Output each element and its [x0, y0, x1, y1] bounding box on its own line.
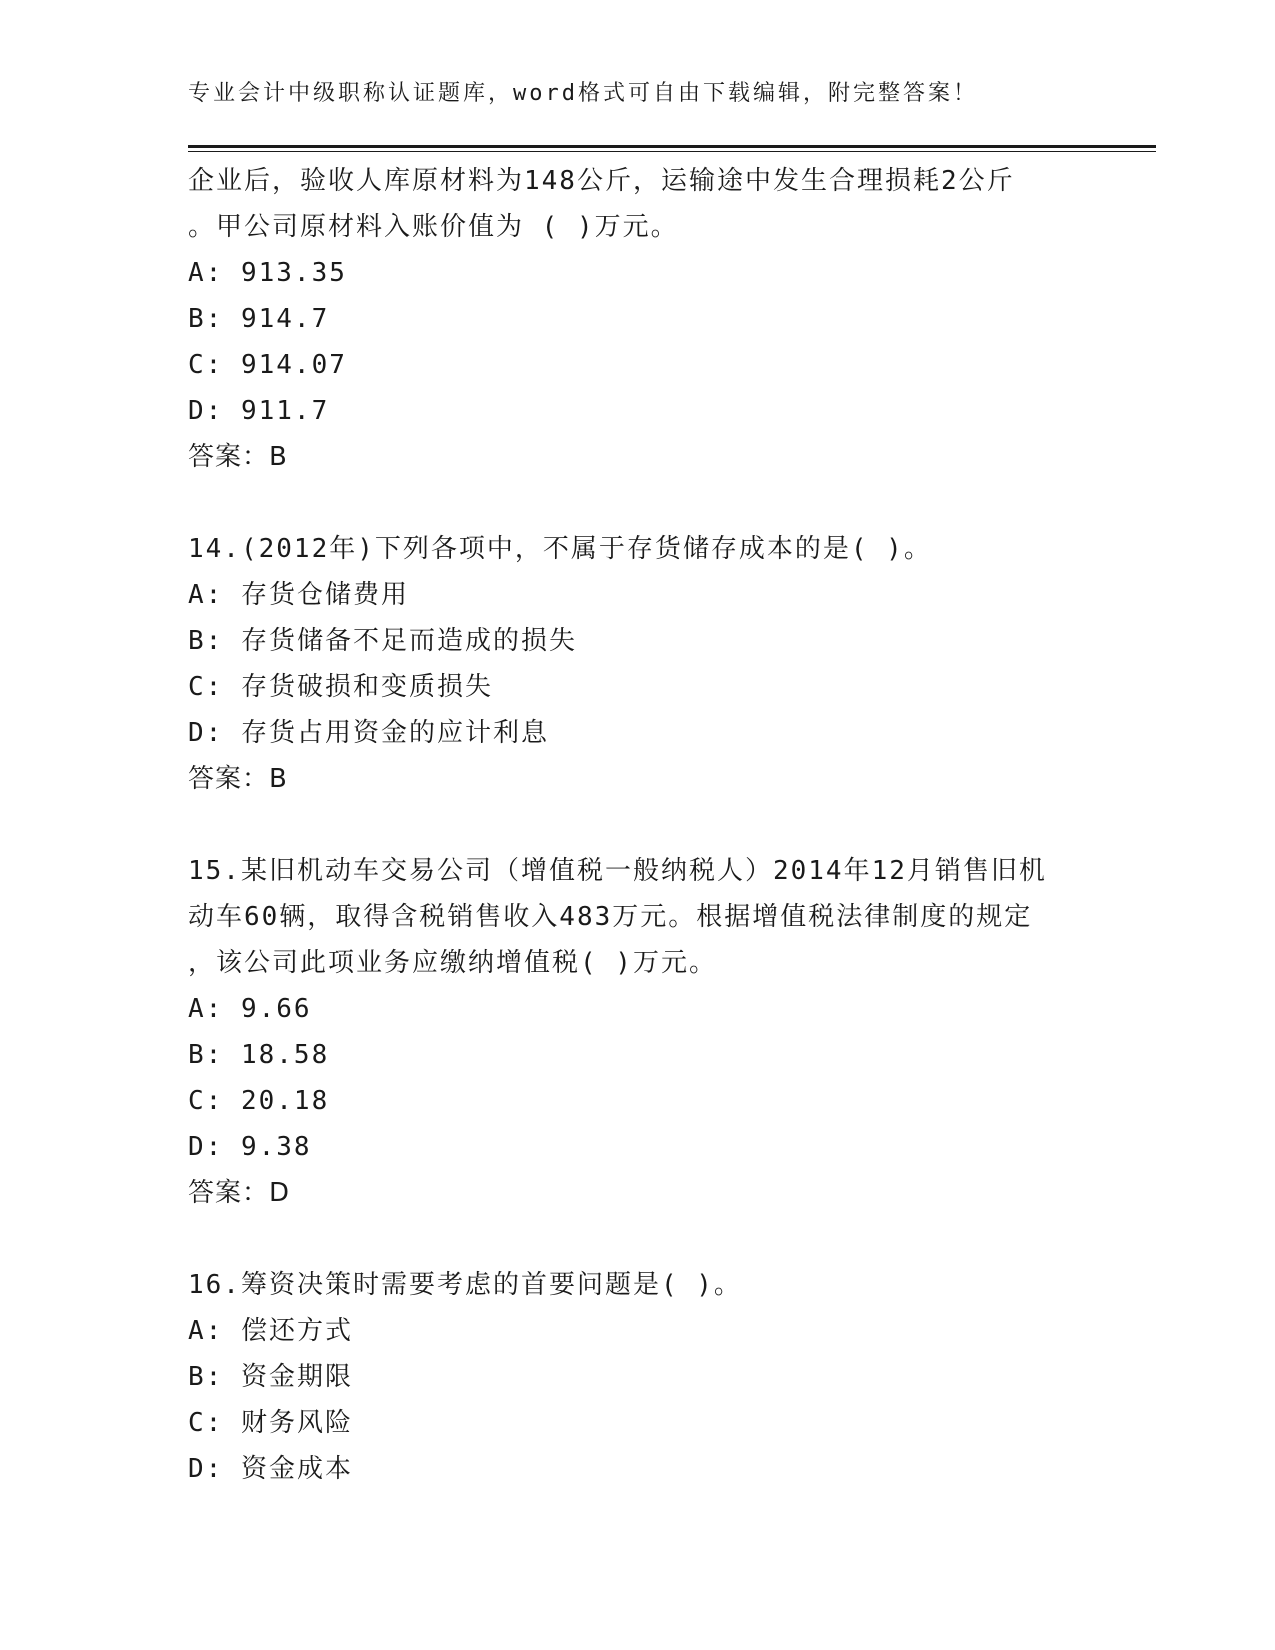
- option-a: A: 913.35: [188, 258, 347, 288]
- option-d: D: 9.38: [188, 1132, 312, 1162]
- option-c: C: 20.18: [188, 1086, 330, 1116]
- header-rule-thick: [188, 145, 1156, 148]
- question-stem-line: 15.某旧机动车交易公司（增值税一般纳税人）2014年12月销售旧机: [188, 856, 1047, 886]
- question-14: [188, 526, 1088, 802]
- spacer: [188, 802, 1088, 848]
- option-d: D: 911.7: [188, 396, 330, 426]
- question-15: [188, 848, 1088, 1216]
- option-a: A: 偿还方式: [188, 1316, 353, 1346]
- question-stem-line: 企业后，验收人库原材料为148公斤，运输途中发生合理损耗2公斤: [188, 166, 1015, 196]
- option-a: A: 9.66: [188, 994, 312, 1024]
- question-16: [188, 1262, 1088, 1492]
- option-b: B: 914.7: [188, 304, 330, 334]
- answer-line: 答案：B: [188, 442, 288, 472]
- question-stem-line: 14.(2012年)下列各项中，不属于存货储存成本的是( )。: [188, 534, 932, 564]
- option-b: B: 存货储备不足而造成的损失: [188, 626, 577, 656]
- question-stem-line: 16.筹资决策时需要考虑的首要问题是( )。: [188, 1270, 742, 1300]
- answer-line: 答案：B: [188, 764, 288, 794]
- question-content: [188, 158, 1088, 1492]
- option-b: B: 18.58: [188, 1040, 330, 1070]
- question-stem-line: 。甲公司原材料入账价值为 ( )万元。: [188, 212, 679, 242]
- question-stem-line: 动车60辆，取得含税销售收入483万元。根据增值税法律制度的规定: [188, 902, 1033, 932]
- option-a: A: 存货仓储费用: [188, 580, 409, 610]
- spacer: [188, 1216, 1088, 1262]
- header-rule-thin: [188, 151, 1156, 152]
- option-b: B: 资金期限: [188, 1362, 353, 1392]
- option-d: D: 资金成本: [188, 1454, 353, 1484]
- question-stem-line: ，该公司此项业务应缴纳增值税( )万元。: [188, 948, 717, 978]
- question-13: [188, 158, 1088, 480]
- option-c: C: 914.07: [188, 350, 347, 380]
- option-d: D: 存货占用资金的应计利息: [188, 718, 549, 748]
- page-header: 专业会计中级职称认证题库，word格式可自由下载编辑，附完整答案！: [188, 81, 978, 106]
- answer-line: 答案：D: [188, 1178, 291, 1208]
- spacer: [188, 480, 1088, 526]
- option-c: C: 存货破损和变质损失: [188, 672, 493, 702]
- option-c: C: 财务风险: [188, 1408, 353, 1438]
